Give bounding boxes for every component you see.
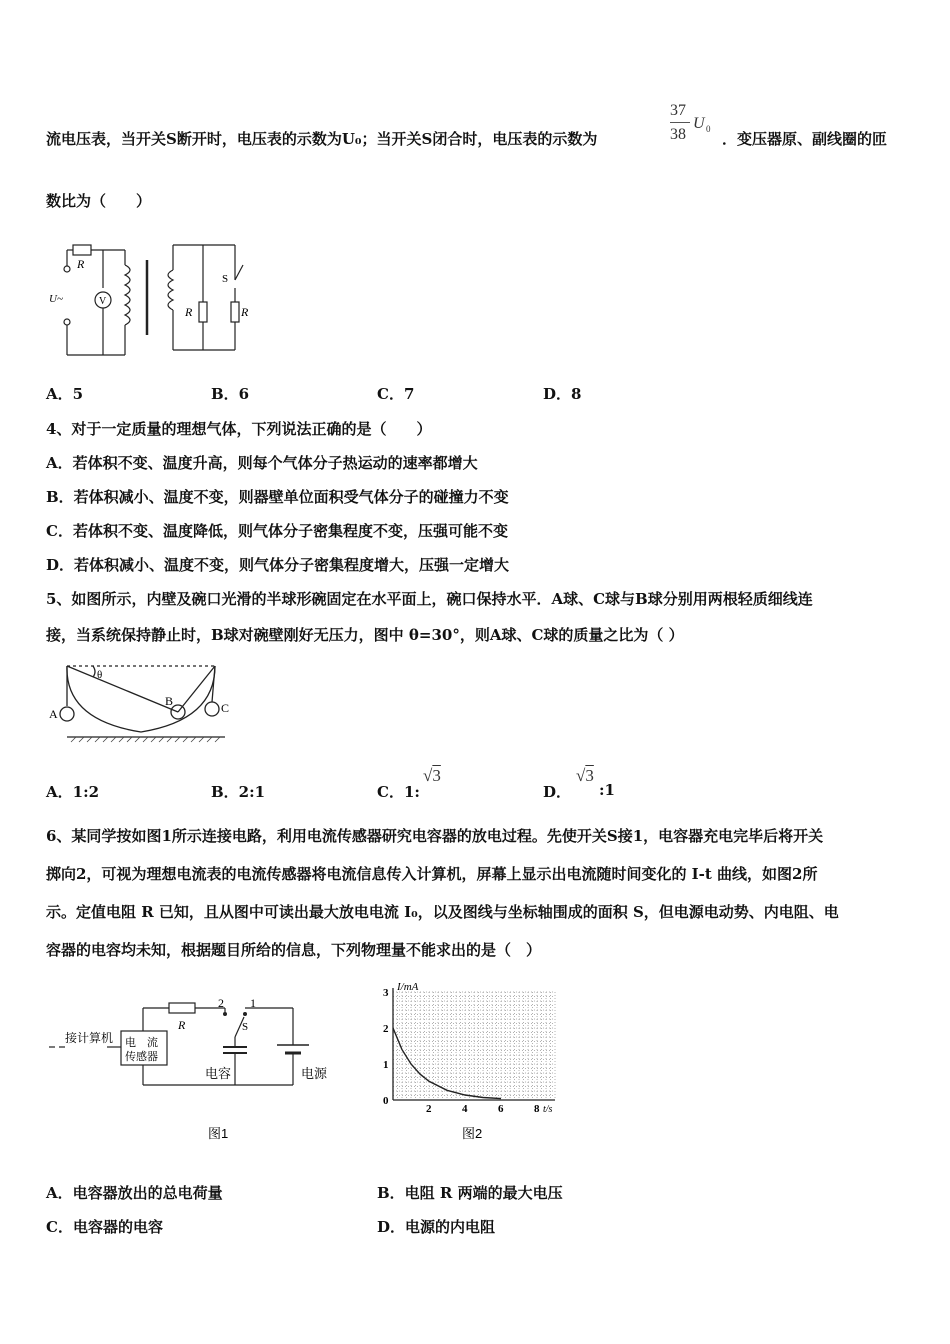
label-1: 1 bbox=[250, 996, 256, 1010]
y-tick-label: 2 bbox=[383, 1023, 389, 1035]
x-ticks bbox=[426, 1103, 540, 1115]
q4-stem: 4、对于一定质量的理想气体，下列说法正确的是（ ） bbox=[46, 420, 432, 438]
q6-stem-line3: 示。定值电阻 R 已知，且从图中可读出最大放电电流 I₀，以及图线与坐标轴围成的面积 S，但电源电动势、内电阻、电 bbox=[46, 903, 839, 921]
resistor-primary bbox=[73, 245, 91, 255]
q3-option-b: B．6 bbox=[211, 385, 250, 403]
bowl-figure bbox=[45, 660, 235, 745]
q4-option-b: B．若体积减小、温度不变，则器壁单位面积受气体分子的碰撞力不变 bbox=[46, 488, 509, 506]
x-tick-label: 2 bbox=[426, 1103, 432, 1115]
q3-option-d: D．8 bbox=[543, 385, 582, 403]
q6-stem-line2: 掷向2，可视为理想电流表的电流传感器将电流信息传入计算机，屏幕上显示出电流随时间变化的 I-t 曲线，如图2所 bbox=[46, 865, 818, 883]
q3-stem-line2: 数比为（ ） bbox=[46, 192, 152, 210]
x-tick-label: 8 bbox=[534, 1103, 540, 1115]
label-r: R bbox=[178, 1018, 186, 1032]
label-r3: R bbox=[241, 305, 249, 319]
label-sensor-1: 电 流 bbox=[125, 1037, 158, 1049]
label-ball-c: C bbox=[221, 701, 230, 715]
transformer-circuit-figure bbox=[45, 240, 255, 365]
sqrt-radicand: 3 bbox=[432, 766, 441, 785]
q6-option-d: D．电源的内电阻 bbox=[377, 1218, 496, 1236]
label-r1: R bbox=[77, 257, 85, 271]
label-sensor-2: 传感器 bbox=[125, 1051, 158, 1063]
fraction-bar bbox=[670, 122, 690, 123]
sqrt-sign: √ bbox=[576, 766, 586, 785]
q6-option-a: A．电容器放出的总电荷量 bbox=[46, 1184, 223, 1202]
q3-option-c: C．7 bbox=[377, 385, 415, 403]
y-axis-label: I/mA bbox=[397, 981, 419, 993]
q5-option-d-label: D． bbox=[543, 783, 572, 801]
figure-2-chart bbox=[375, 980, 575, 1145]
label-r2: R bbox=[185, 305, 193, 319]
q5-option-c-label: C．1: bbox=[377, 783, 420, 801]
fraction-u-subscript: 0 bbox=[706, 124, 711, 134]
resistor-r2 bbox=[199, 302, 207, 322]
q4-option-c: C．若体积不变、温度降低，则气体分子密集程度不变，压强可能不变 bbox=[46, 522, 508, 540]
x-axis-label: t/s bbox=[543, 1104, 553, 1115]
string-bc bbox=[178, 666, 215, 712]
q4-option-a: A．若体积不变、温度升高，则每个气体分子热运动的速率都增大 bbox=[46, 454, 478, 472]
secondary-coil bbox=[168, 270, 173, 310]
q6-option-c: C．电容器的电容 bbox=[46, 1218, 163, 1236]
contact-1 bbox=[243, 1012, 247, 1016]
terminal-top bbox=[64, 266, 70, 272]
q6-option-b: B．电阻 R 两端的最大电压 bbox=[377, 1184, 563, 1202]
fraction-numerator: 37 bbox=[670, 102, 686, 119]
q3-option-a: A．5 bbox=[46, 385, 84, 403]
resistor-r3 bbox=[231, 302, 239, 322]
fraction-denominator: 38 bbox=[670, 126, 686, 143]
label-ball-a: A bbox=[49, 707, 58, 721]
label-u: U~ bbox=[49, 293, 63, 305]
q4-option-d: D．若体积减小、温度不变，则气体分子密集程度增大，压强一定增大 bbox=[46, 556, 510, 574]
q3-stem-line1-end: ．变压器原、副线圈的匝 bbox=[722, 130, 888, 148]
fraction-u: U bbox=[693, 115, 705, 132]
y-tick-label: 1 bbox=[383, 1059, 389, 1071]
q5-option-d-sqrt bbox=[576, 766, 594, 786]
string-ab bbox=[67, 666, 178, 712]
sqrt-sign: √ bbox=[423, 766, 433, 785]
q5-option-c-sqrt bbox=[423, 766, 441, 786]
q6-stem-line4: 容器的电容均未知，根据题目所给的信息，下列物理量不能求出的是（ ） bbox=[46, 941, 542, 959]
label-source: 电源 bbox=[301, 1066, 328, 1081]
y-ticks bbox=[383, 987, 389, 1107]
label-capacitor: 电容 bbox=[205, 1066, 232, 1081]
q5-option-c bbox=[377, 781, 420, 802]
label-s: S bbox=[222, 273, 229, 285]
q5-stem-line1: 5、如图所示，内壁及碗口光滑的半球形碗固定在水平面上，碗口保持水平．A球、C球与B球分别用两根轻质细线连 bbox=[46, 590, 813, 608]
theta-arc bbox=[93, 666, 95, 677]
label-2: 2 bbox=[218, 996, 224, 1010]
label-computer: 接计算机 bbox=[65, 1031, 114, 1045]
q5-option-b: B．2:1 bbox=[211, 783, 266, 801]
q5-stem-line2: 接，当系统保持静止时，B球对碗壁刚好无压力，图中 θ=30°，则A球、C球的质量之比为（ ） bbox=[46, 626, 684, 644]
terminal-bottom bbox=[64, 319, 70, 325]
sqrt-radicand: 3 bbox=[585, 766, 594, 785]
q5-option-a: A．1:2 bbox=[46, 783, 100, 801]
label-v: V bbox=[99, 296, 107, 307]
x-tick-label: 6 bbox=[498, 1103, 504, 1115]
q3-stem-text: 流电压表，当开关S断开时，电压表的示数为U₀；当开关S闭合时，电压表的示数为 bbox=[46, 130, 598, 148]
y-tick-label: 3 bbox=[383, 987, 389, 999]
figure-1-circuit bbox=[45, 995, 345, 1145]
label-ball-b: B bbox=[165, 694, 174, 708]
figure-1-caption: 图1 bbox=[208, 1126, 229, 1141]
switch-s bbox=[235, 265, 243, 280]
resistor-r bbox=[169, 1003, 195, 1013]
q6-stem-line1: 6、某同学按如图1所示连接电路，利用电流传感器研究电容器的放电过程。先使开关S接1，电容器充电完毕后将开关 bbox=[46, 827, 824, 845]
chart-grid bbox=[393, 992, 555, 1100]
primary-coil bbox=[125, 265, 130, 325]
figure-2-caption: 图2 bbox=[462, 1126, 483, 1141]
ball-a bbox=[60, 707, 74, 721]
label-s: S bbox=[242, 1021, 249, 1033]
q5-option-d-tail: :1 bbox=[599, 781, 615, 799]
contact-2 bbox=[223, 1012, 227, 1016]
y-tick-label: 0 bbox=[383, 1095, 389, 1107]
q3-stem-line1 bbox=[46, 128, 597, 149]
ball-c bbox=[205, 702, 219, 716]
bowl-arc bbox=[67, 666, 215, 732]
x-tick-label: 4 bbox=[462, 1103, 468, 1115]
label-theta: θ bbox=[97, 669, 103, 681]
